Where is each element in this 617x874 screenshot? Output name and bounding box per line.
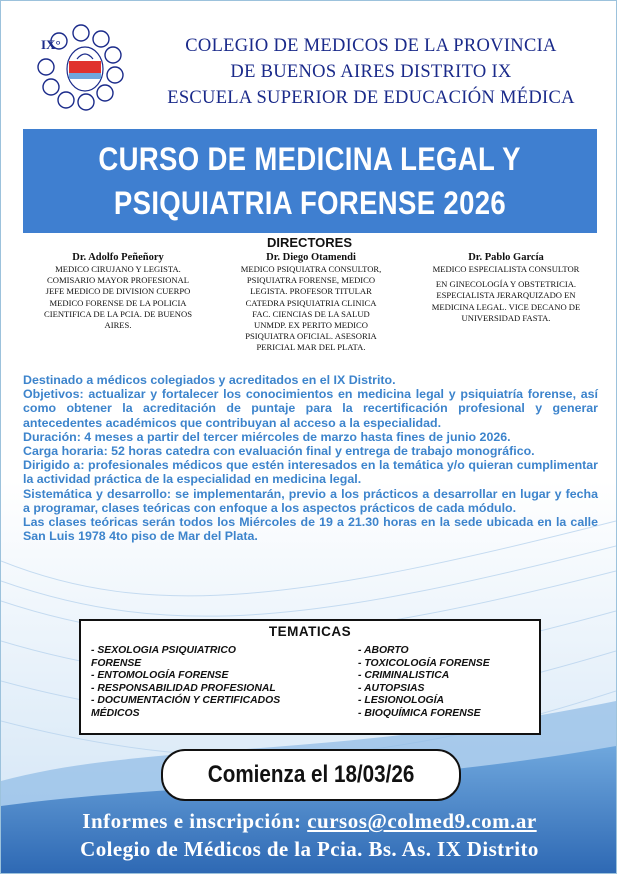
director-line: EN GINECOLOGÍA Y OBSTETRICIA. xyxy=(435,279,577,290)
contact-line xyxy=(1,809,617,834)
director-line: UNMDP. EX PERITO MEDICO xyxy=(254,320,368,331)
course-title-banner xyxy=(23,129,597,233)
director-line: JEFE MEDICO DE DIVISION CUERPO xyxy=(45,286,191,297)
contact-email-link[interactable]: cursos@colmed9.com.ar xyxy=(307,809,537,833)
topic-item: - ENTOMOLOGÍA FORENSE xyxy=(91,670,229,682)
course-title-line-2: PSIQUIATRIA FORENSE 2026 xyxy=(113,185,507,221)
director-line: MEDICO PSIQUIATRA CONSULTOR, xyxy=(240,264,382,274)
topics-box xyxy=(79,619,541,735)
topic-item: - AUTOPSIAS xyxy=(358,682,425,694)
workload-paragraph: Carga horaria: 52 horas catedra con evaluación final y entrega de trabajo monográfico. xyxy=(23,444,535,459)
header-line-1: COLEGIO DE MEDICOS DE LA PROVINCIA xyxy=(185,36,557,56)
director-card xyxy=(411,251,601,324)
topic-item: MÉDICOS xyxy=(91,707,140,719)
course-description xyxy=(23,373,598,543)
course-title-line-1: CURSO DE MEDICINA LEGAL Y xyxy=(98,141,522,177)
director-line: COMISARIO MAYOR PROFESIONAL xyxy=(47,275,189,286)
header-line-2: DE BUENOS AIRES DISTRITO IX xyxy=(230,62,512,82)
topics-left-column xyxy=(91,645,280,721)
topic-item: - TOXICOLOGÍA FORENSE xyxy=(358,657,490,669)
director-line: MEDICO CIRUJANO Y LEGISTA. xyxy=(55,264,181,274)
institution-footer: Colegio de Médicos de la Pcia. Bs. As. IX Distrito xyxy=(80,837,539,861)
director-name: Dr. Adolfo Peñeñory xyxy=(72,252,164,263)
institution-header xyxy=(151,33,591,111)
topic-item: - CRIMINALISTICA xyxy=(358,670,450,682)
director-name: Dr. Pablo García xyxy=(468,252,544,263)
methodology-paragraph: Sistemática y desarrollo: se implementarán, previo a los prácticos a desarrollar en lugar y fecha a programar, clases teóricas con enfoque a los aspectos prácticos de cada módulo. xyxy=(23,486,598,515)
topics-right-column xyxy=(358,645,490,721)
contact-prefix: Informes e inscripción: xyxy=(82,809,308,833)
director-line: LEGISTA. PROFESOR TITULAR xyxy=(250,286,372,297)
director-card xyxy=(219,251,403,354)
topic-item: - DOCUMENTACIÓN Y CERTIFICADOS xyxy=(91,695,281,707)
director-line: ESPECIALISTA JERARQUIZADO EN xyxy=(436,290,576,301)
start-date-label: Comienza el 18/03/26 xyxy=(207,761,415,788)
duration-paragraph: Duración: 4 meses a partir del tercer miércoles de marzo hasta fines de junio 2026. xyxy=(23,429,511,444)
header-line-3: ESCUELA SUPERIOR DE EDUCACIÓN MÉDICA xyxy=(167,88,575,108)
topic-item: - LESIONOLOGÍA xyxy=(358,695,445,707)
topic-item: - SEXOLOGIA PSIQUIATRICO xyxy=(91,645,236,656)
director-line: AIRES. xyxy=(104,320,132,331)
directors-heading: DIRECTORES xyxy=(267,235,352,250)
director-line: PSIQUIATRA OFICIAL. ASESORIA xyxy=(245,331,377,342)
director-line: FAC. CIENCIAS DE LA SALUD xyxy=(252,308,370,319)
director-card xyxy=(23,251,213,331)
director-line: MEDICO ESPECIALISTA CONSULTOR xyxy=(432,264,580,274)
topics-title: TEMATICAS xyxy=(268,624,352,639)
audience-paragraph: Destinado a médicos colegiados y acreditados en el IX Distrito. xyxy=(23,373,396,387)
topic-item: FORENSE xyxy=(91,657,142,669)
topic-item: - RESPONSABILIDAD PROFESIONAL xyxy=(91,682,276,694)
topic-item: - BIOQUÍMICA FORENSE xyxy=(358,707,481,719)
logo-label: IX° xyxy=(41,37,61,52)
director-line: CIENTIFICA DE LA PCIA. DE BUENOS xyxy=(43,308,192,319)
objectives-paragraph: Objetivos: actualizar y fortalecer los conocimientos en medicina legal y psiquiatría forense, así como obtener la acreditación de puntaje para la recertificación profesional y generar antecedentes académicos que contribuyan al acceso a la especialidad. xyxy=(23,387,598,430)
director-name: Dr. Diego Otamendi xyxy=(266,252,356,263)
director-line: UNIVERSIDAD FASTA. xyxy=(461,312,551,323)
target-paragraph: Dirigido a: profesionales médicos que estén interesados en la temática y/o quieran cumplimentar la actividad práctica de la especialidad en medicina legal. xyxy=(23,458,598,487)
start-date-badge xyxy=(161,749,461,801)
director-line: PSIQUIATRA FORENSE, MEDICO xyxy=(246,275,376,286)
director-line: MEDICO FORENSE DE LA POLICIA xyxy=(49,297,187,308)
topic-item: - ABORTO xyxy=(358,645,409,656)
college-logo xyxy=(33,19,129,115)
director-line: PERICIAL MAR DEL PLATA. xyxy=(256,342,366,353)
director-line: MEDICINA LEGAL. VICE DECANO DE xyxy=(431,301,581,312)
director-line: CATEDRA PSIQUIATRIA CLINICA xyxy=(245,297,377,308)
schedule-paragraph: Las clases teóricas serán todos los Miércoles de 19 a 21.30 horas en la sede ubicada en la calle San Luis 1978 4to piso de Mar del Plata. xyxy=(23,515,598,544)
